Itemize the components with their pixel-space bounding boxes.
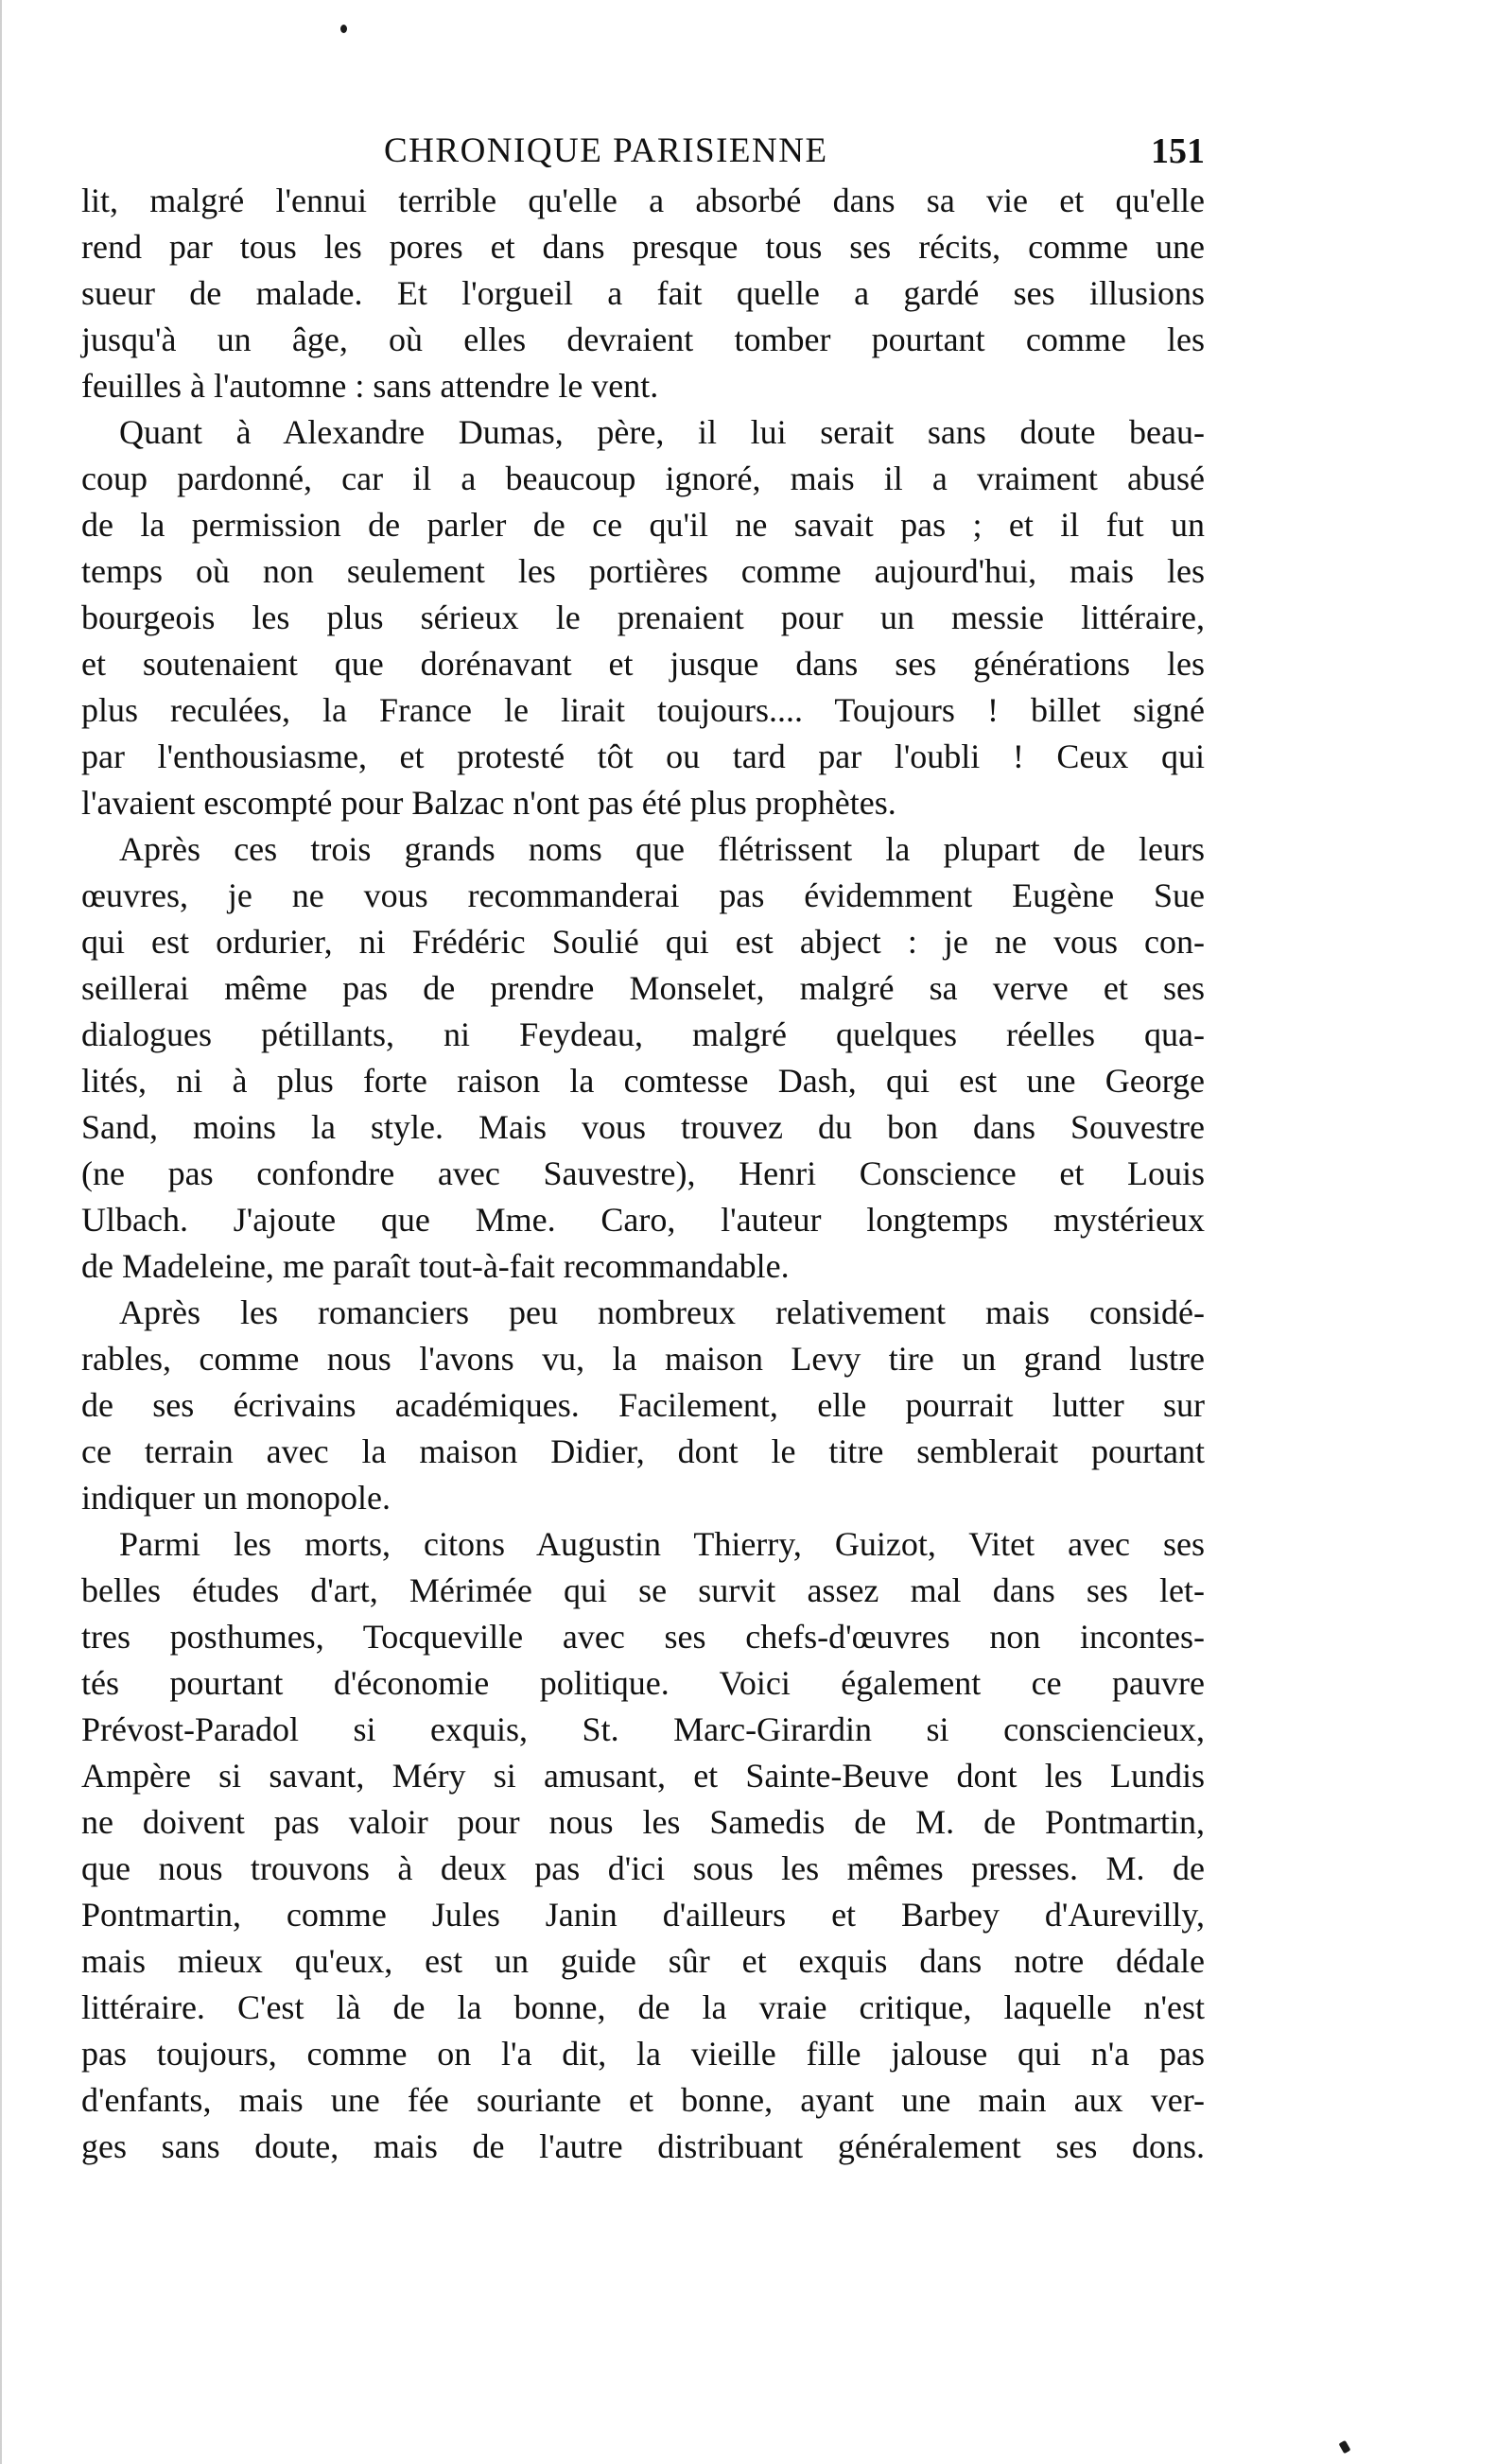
text-line: rend par tous les pores et dans presque tous ses récits, comme une bbox=[81, 228, 1205, 266]
text-line: pas toujours, comme on l'a dit, la vieille fille jalouse qui n'a pas bbox=[81, 2035, 1205, 2073]
text-line: Ampère si savant, Méry si amusant, et Sainte-Beuve dont les Lundis bbox=[81, 1757, 1205, 1795]
body-text bbox=[81, 178, 1205, 2170]
text-line: dialogues pétillants, ni Feydeau, malgré quelques réelles qua- bbox=[81, 1015, 1205, 1053]
text-line: par l'enthousiasme, et protesté tôt ou tard par l'oubli ! Ceux qui bbox=[81, 737, 1205, 775]
text-line: lit, malgré l'ennui terrible qu'elle a absorbé dans sa vie et qu'elle bbox=[81, 182, 1205, 219]
text-line: de la permission de parler de ce qu'il ne savait pas ; et il fut un bbox=[81, 506, 1205, 544]
text-line: l'avaient escompté pour Balzac n'ont pas été plus prophètes. bbox=[81, 784, 896, 822]
text-line: de ses écrivains académiques. Facilement, elle pourrait lutter sur bbox=[81, 1386, 1205, 1424]
text-line: et soutenaient que dorénavant et jusque dans ses générations les bbox=[81, 645, 1205, 683]
text-line: Après ces trois grands noms que flétrissent la plupart de leurs bbox=[119, 830, 1205, 868]
text-line: qui est ordurier, ni Frédéric Soulié qui est abject : je ne vous con- bbox=[81, 923, 1205, 961]
page-number: 151 bbox=[1151, 131, 1205, 171]
text-line: sueur de malade. Et l'orgueil a fait quelle a gardé ses illusions bbox=[81, 274, 1205, 312]
text-line: lités, ni à plus forte raison la comtesse Dash, qui est une George bbox=[81, 1062, 1205, 1100]
text-line: indiquer un monopole. bbox=[81, 1479, 391, 1517]
text-line: plus reculées, la France le lirait toujours.... Toujours ! billet signé bbox=[81, 691, 1205, 729]
text-line: Parmi les morts, citons Augustin Thierry, Guizot, Vitet avec ses bbox=[119, 1525, 1205, 1563]
text-line: que nous trouvons à deux pas d'ici sous les mêmes presses. M. de bbox=[81, 1849, 1205, 1887]
text-line: Quant à Alexandre Dumas, père, il lui serait sans doute beau- bbox=[119, 413, 1205, 451]
text-line: ges sans doute, mais de l'autre distribuant généralement ses dons. bbox=[81, 2127, 1205, 2165]
text-line: Pontmartin, comme Jules Janin d'ailleurs et Barbey d'Aurevilly, bbox=[81, 1896, 1205, 1934]
text-line: (ne pas confondre avec Sauvestre), Henri Conscience et Louis bbox=[81, 1154, 1205, 1192]
text-line: rables, comme nous l'avons vu, la maison Levy tire un grand lustre bbox=[81, 1340, 1205, 1378]
text-line: coup pardonné, car il a beaucoup ignoré, mais il a vraiment abusé bbox=[81, 460, 1205, 497]
text-line: mais mieux qu'eux, est un guide sûr et exquis dans notre dédale bbox=[81, 1942, 1205, 1980]
text-line: jusqu'à un âge, où elles devraient tomber pourtant comme les bbox=[81, 321, 1205, 358]
text-line: belles études d'art, Mérimée qui se survit assez mal dans ses let- bbox=[81, 1571, 1205, 1609]
text-line: bourgeois les plus sérieux le prenaient pour un messie littéraire, bbox=[81, 599, 1205, 636]
text-line: ce terrain avec la maison Didier, dont le titre semblerait pourtant bbox=[81, 1432, 1205, 1470]
running-header bbox=[81, 130, 1205, 180]
text-line: Sand, moins la style. Mais vous trouvez du bon dans Souvestre bbox=[81, 1108, 1205, 1146]
text-line: littéraire. C'est là de la bonne, de la vraie critique, laquelle n'est bbox=[81, 1988, 1205, 2026]
text-line: Ulbach. J'ajoute que Mme. Caro, l'auteur longtemps mystérieux bbox=[81, 1201, 1205, 1239]
text-line: tres posthumes, Tocqueville avec ses chefs-d'œuvres non incontes- bbox=[81, 1618, 1205, 1656]
ink-speck bbox=[340, 25, 347, 33]
text-line: tés pourtant d'économie politique. Voici également ce pauvre bbox=[81, 1664, 1205, 1702]
text-line: œuvres, je ne vous recommanderai pas évidemment Eugène Sue bbox=[81, 876, 1205, 914]
text-line: seillerai même pas de prendre Monselet, malgré sa verve et ses bbox=[81, 969, 1205, 1007]
text-line: temps où non seulement les portières comme aujourd'hui, mais les bbox=[81, 552, 1205, 590]
text-line: de Madeleine, me paraît tout-à-fait recommandable. bbox=[81, 1247, 790, 1285]
page-edge bbox=[0, 0, 2, 2464]
running-title: CHRONIQUE PARISIENNE bbox=[384, 131, 828, 170]
text-line: Prévost-Paradol si exquis, St. Marc-Girardin si consciencieux, bbox=[81, 1710, 1205, 1748]
text-line: feuilles à l'automne : sans attendre le vent. bbox=[81, 367, 659, 405]
ink-speck bbox=[1339, 2440, 1351, 2454]
text-line: ne doivent pas valoir pour nous les Samedis de M. de Pontmartin, bbox=[81, 1803, 1205, 1841]
text-line: Après les romanciers peu nombreux relativement mais considé- bbox=[119, 1293, 1205, 1331]
text-line: d'enfants, mais une fée souriante et bonne, ayant une main aux ver- bbox=[81, 2081, 1205, 2119]
